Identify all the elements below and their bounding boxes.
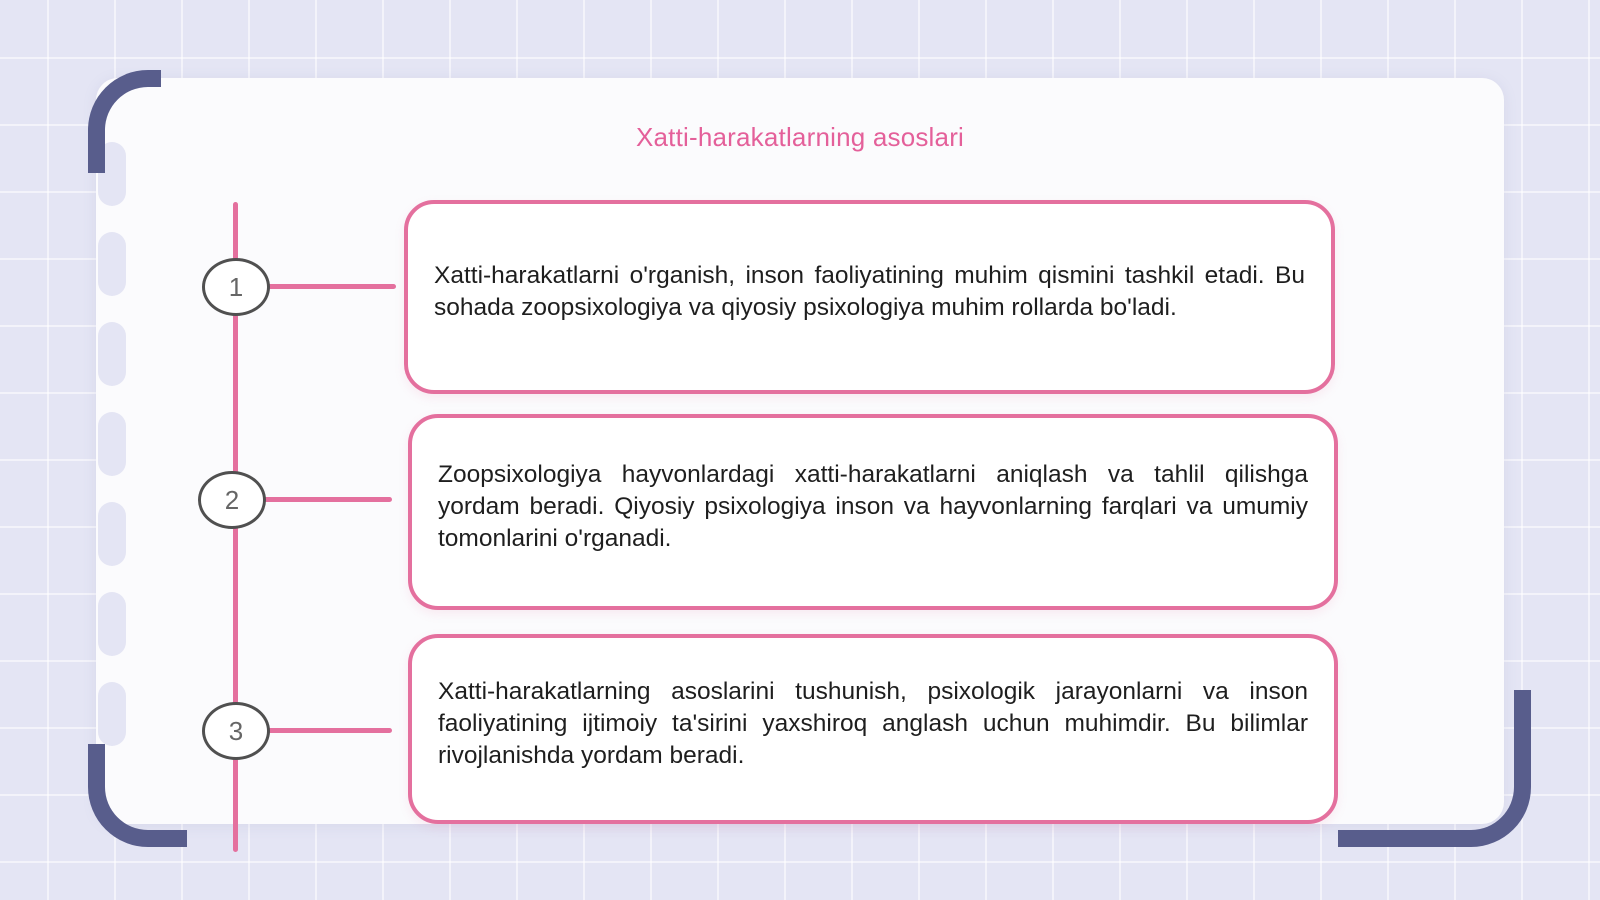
- step-card-1: [404, 200, 1335, 394]
- step-text-2: Zoopsixologiya hayvonlardagi xatti-harakatlarni aniqlash va tahlil qilishga yordam beradi. Qiyosiy psixologiya inson va hayvonlarning farqlari va umumiy tomonlarini o'rganadi.: [438, 461, 1308, 552]
- step-connector-2: [262, 497, 392, 502]
- step-card-3: [408, 634, 1338, 824]
- frame-corner-bottom-right: [1338, 690, 1531, 847]
- step-connector-3: [266, 728, 392, 733]
- paper-scallop: [98, 682, 126, 746]
- paper-scallop: [98, 592, 126, 656]
- paper-scallop: [98, 412, 126, 476]
- step-number-2: 2: [198, 471, 266, 529]
- step-connector-1: [266, 284, 396, 289]
- paper-scallop: [98, 502, 126, 566]
- step-card-2: [408, 414, 1338, 610]
- step-text-1: Xatti-harakatlarni o'rganish, inson faoliyatining muhim qismini tashkil etadi. Bu sohada zoopsixologiya va qiyosiy psixologiya muhim rollarda bo'ladi.: [434, 262, 1305, 321]
- paper-scallop: [98, 232, 126, 296]
- step-number-1: 1: [202, 258, 270, 316]
- step-text-3: Xatti-harakatlarning asoslarini tushunish, psixologik jarayonlarni va inson faoliyatining ijtimoiy ta'sirini yaxshiroq anglash uchun muhimdir. Bu bilimlar rivojlanishda yordam beradi.: [438, 678, 1308, 769]
- step-number-3: 3: [202, 702, 270, 760]
- frame-corner-bottom-left: [88, 744, 187, 847]
- paper-scallop: [98, 322, 126, 386]
- page-title: Xatti-harakatlarning asoslari: [635, 122, 965, 152]
